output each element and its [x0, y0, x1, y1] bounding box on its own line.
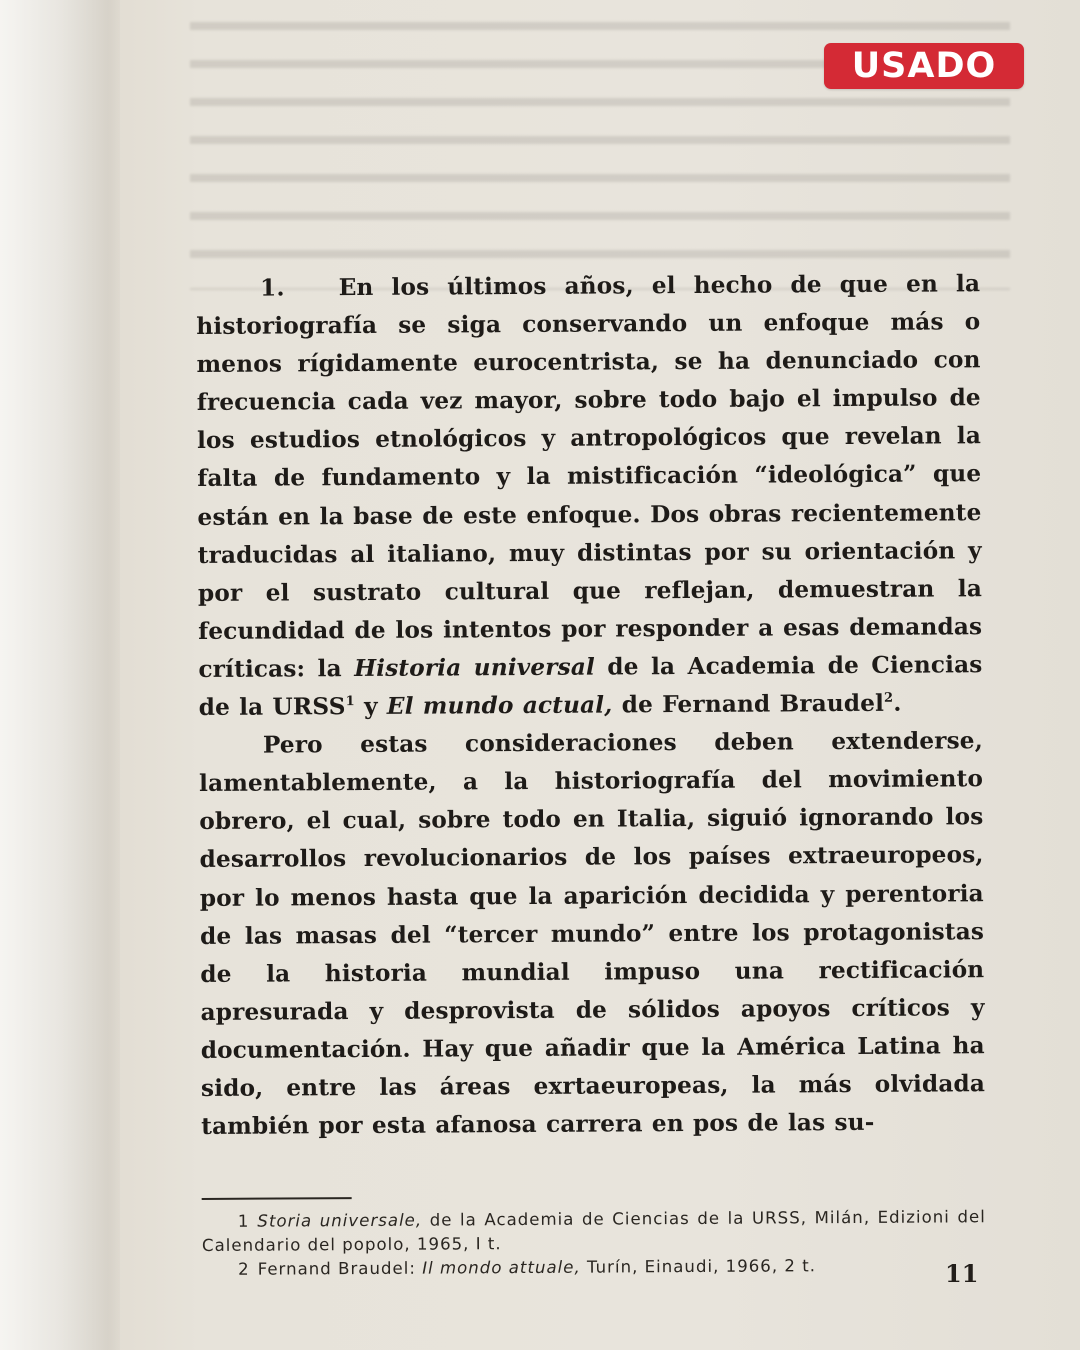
footnote-2-number: 2: [238, 1259, 250, 1279]
paragraph-1-text-e: .: [893, 689, 902, 717]
paragraph-number: 1.: [260, 274, 285, 302]
footnote-separator: [202, 1197, 352, 1200]
footnotes: [202, 1205, 986, 1282]
paragraph-1-text-c: y: [354, 692, 387, 721]
book-gutter-shadow: [0, 0, 120, 1350]
work-title-el-mundo-actual: El mundo actual,: [386, 691, 613, 720]
paragraph-1-text-b: de la Academia de Ciencias de la URSS: [198, 651, 983, 722]
footnote-2-text: Turín, Einaudi, 1966, 2 t.: [580, 1256, 817, 1277]
paragraph-1-text-a: En los últimos años, el hecho de que en la historiografía se siga conservando un enfoque más o menos rígidamente eurocentrista, se ha denunciado con frecuencia cada vez mayor, sobre todo bajo el impulso de los estudios etnológicos y antropológicos que revelan la falta de fundamento y la mistificación “ideológica” que están en la base de este enfoque. Dos obras recientemente traducidas al italiano, muy distintas por su orientación y por el sustrato cultural que reflejan, demuestran la fecundidad de los intentos por responder a esas demandas críticas: la: [196, 270, 983, 683]
page-number: 11: [945, 1259, 979, 1288]
footnote-1-text: de la Academia de Ciencias de la URSS, Milán, Edizioni del Calendario del popolo, 1965, I t.: [201, 1207, 986, 1256]
used-badge: USADO: [824, 43, 1024, 89]
work-title-historia-universal: Historia universal: [354, 653, 596, 682]
footnote-1-number: 1: [237, 1211, 250, 1231]
footnote-2: [202, 1253, 986, 1282]
footnote-ref-2: 2: [883, 690, 894, 706]
footnote-ref-1: 1: [345, 694, 355, 710]
footnote-2-author: Fernand Braudel:: [257, 1258, 423, 1279]
paragraph-1-text-d: de Fernand Braudel: [612, 689, 885, 719]
page-text-block: [196, 265, 986, 1282]
paragraph-2: Pero estas consideraciones deben extenderse, lamentablemente, a la historiografía del movimiento obrero, el cual, sobre todo en Italia, siguió ignorando los desarrollos revolucionarios de los países extraeuropeos, por lo menos hasta que la aparición decidida y perentoria de las masas del “tercer mundo” entre los protagonistas de la historia mundial impuso una rectificación apresurada y desprovista de sólidos apoyos críticos y documentación. Hay que añadir que la América Latina ha sido, entre las áreas exrtaeuropeas, la más olvidada también por esta afanosa carrera en pos de las su-: [199, 727, 986, 1141]
paragraph-1: [196, 265, 983, 727]
footnote-1-title: Storia universale,: [257, 1210, 423, 1231]
footnote-2-title: Il mondo attuale,: [422, 1257, 581, 1278]
footnote-1: [202, 1205, 986, 1258]
